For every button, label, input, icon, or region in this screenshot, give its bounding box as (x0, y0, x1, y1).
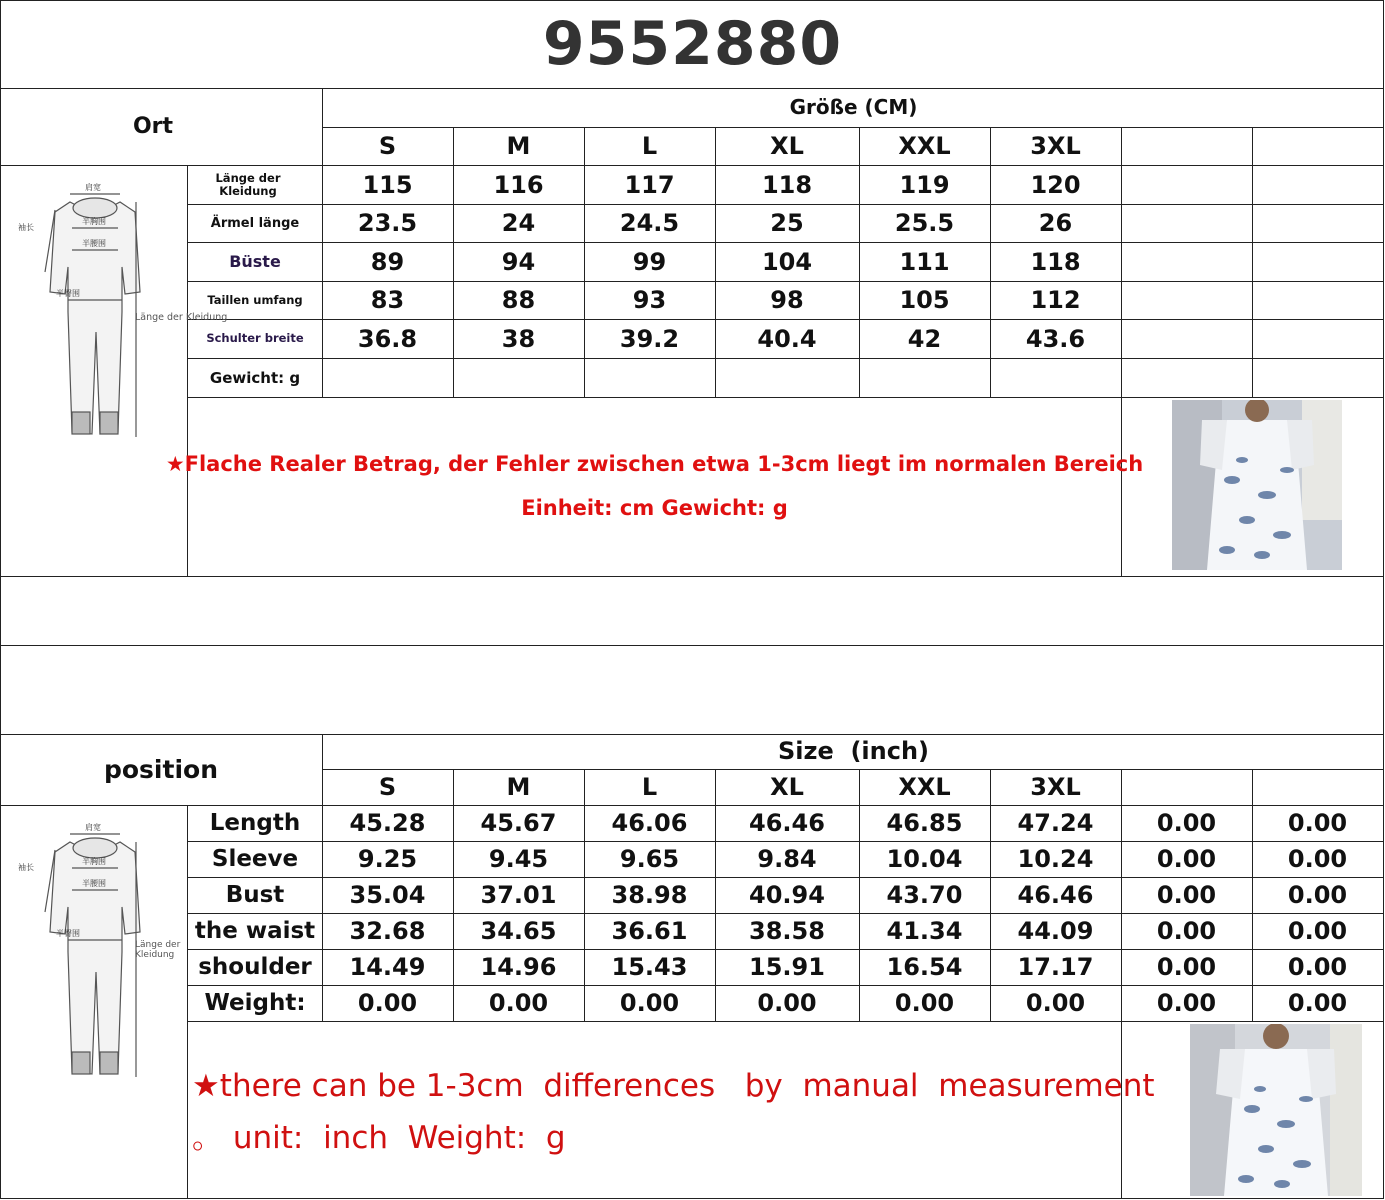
table-cell (1121, 358, 1252, 397)
table-cell (1121, 204, 1252, 242)
table-cell: 25 (770, 209, 804, 237)
table-cell: 46.06 (611, 809, 688, 837)
size-col-header (1121, 127, 1252, 165)
row-label: the waist (194, 918, 316, 944)
size-col-header (1121, 769, 1252, 805)
size-col-header: 3XL (1030, 132, 1081, 160)
grid-line (1121, 397, 1122, 576)
table-cell (715, 358, 859, 397)
note-line1-en: ★there can be 1-3cm differences by manual measurement (192, 1068, 1155, 1104)
row-label: Length (209, 810, 301, 836)
grid-line (1121, 1021, 1122, 1198)
table-cell (584, 358, 715, 397)
table-cell: 0.00 (1156, 845, 1217, 873)
table-cell (1252, 242, 1383, 281)
table-cell: 24.5 (619, 209, 680, 237)
table-cell: 14.49 (349, 953, 426, 981)
size-col-header (1252, 769, 1383, 805)
table-cell: 0.00 (1287, 917, 1348, 945)
row-label: Ärmel länge (210, 215, 300, 231)
table-cell: 0.00 (894, 989, 955, 1017)
table-cell: 9.25 (357, 845, 418, 873)
table-cell: 119 (899, 170, 950, 199)
table-cell: 34.65 (480, 917, 557, 945)
table-cell (1252, 165, 1383, 204)
table-cell: 115 (362, 170, 413, 199)
table-cell: 15.43 (611, 953, 688, 981)
table-cell: 44.09 (1017, 917, 1094, 945)
table-cell (1252, 281, 1383, 319)
size-col-header: 3XL (1030, 773, 1081, 801)
table-cell (990, 358, 1121, 397)
grid-line (0, 0, 1, 1199)
table-cell: 10.04 (886, 845, 963, 873)
product-photo (1190, 1024, 1362, 1196)
size-header-en: Size (inch) (777, 737, 930, 765)
table-cell: 40.4 (757, 324, 817, 353)
table-cell: 0.00 (1287, 809, 1348, 837)
product-code: 9552880 (542, 9, 843, 79)
table-cell: 24 (501, 209, 536, 237)
table-cell (453, 358, 584, 397)
table-cell: 43.70 (886, 881, 963, 909)
table-cell: 36.61 (611, 917, 688, 945)
table-cell: 26 (1038, 209, 1073, 237)
table-cell: 111 (899, 247, 950, 276)
table-cell: 0.00 (357, 989, 418, 1017)
table-cell: 43.6 (1025, 324, 1086, 353)
grid-line (0, 576, 1383, 577)
row-label: Sleeve (211, 846, 299, 872)
table-cell: 0.00 (1287, 845, 1348, 873)
table-cell: 0.00 (1156, 953, 1217, 981)
size-col-header: S (378, 132, 397, 160)
table-cell (1252, 319, 1383, 358)
row-label: Bust (225, 882, 285, 908)
table-cell: 38.58 (749, 917, 825, 945)
table-cell: 41.34 (886, 917, 963, 945)
table-cell: 112 (1030, 286, 1081, 314)
table-cell: 46.46 (749, 809, 825, 837)
grid-line (1383, 0, 1384, 1199)
table-cell (1121, 281, 1252, 319)
place-label-en: position (103, 754, 218, 784)
figure-annotation: 肩宽 (85, 823, 101, 832)
product-photo (1172, 400, 1342, 570)
size-col-header: M (506, 132, 531, 160)
figure-annotation: 半胸围 (82, 217, 106, 226)
figure-length-label-de: Länge der Kleidung (135, 312, 228, 323)
size-col-header (1252, 127, 1383, 165)
table-cell: 0.00 (488, 989, 549, 1017)
table-cell: 0.00 (1287, 989, 1348, 1017)
table-cell: 9.65 (619, 845, 680, 873)
figure-annotation: 袖长 (18, 863, 34, 872)
table-cell (1121, 165, 1252, 204)
garment-measurement-figure (10, 172, 180, 442)
table-cell: 47.24 (1017, 809, 1094, 837)
grid-line (0, 1198, 1383, 1199)
row-label: Taillen umfang (207, 292, 303, 307)
table-cell: 38 (501, 324, 536, 353)
table-cell: 23.5 (357, 209, 418, 237)
table-cell: 83 (370, 286, 405, 314)
note-line2-de: Einheit: cm Gewicht: g (521, 496, 788, 520)
table-cell: 39.2 (619, 324, 680, 353)
table-cell: 99 (632, 247, 667, 276)
table-cell: 0.00 (619, 989, 680, 1017)
table-cell: 118 (761, 170, 813, 199)
table-cell: 0.00 (1156, 917, 1217, 945)
row-label: Schulter breite (206, 331, 304, 345)
table-cell: 0.00 (1287, 881, 1348, 909)
figure-length-label-en: Länge der Kleidung (135, 940, 181, 960)
table-cell: 0.00 (1156, 989, 1217, 1017)
figure-annotation: 半腰围 (82, 879, 106, 888)
table-cell: 36.8 (357, 324, 418, 353)
size-col-header: L (641, 773, 658, 801)
table-cell: 32.68 (349, 917, 426, 945)
grid-line (187, 1021, 1383, 1022)
table-cell: 118 (1030, 247, 1081, 276)
table-cell: 45.28 (349, 809, 426, 837)
table-cell (1121, 242, 1252, 281)
figure-annotation: 半腰围 (82, 239, 106, 248)
table-cell: 0.00 (757, 989, 817, 1017)
grid-line (187, 397, 1383, 398)
table-cell: 35.04 (349, 881, 426, 909)
figure-annotation: 半胸围 (82, 857, 106, 866)
table-cell (1252, 358, 1383, 397)
table-cell: 25.5 (894, 209, 955, 237)
table-cell (859, 358, 990, 397)
table-cell: 15.91 (749, 953, 825, 981)
table-cell (322, 358, 453, 397)
table-cell: 89 (370, 247, 405, 276)
table-cell: 16.54 (886, 953, 963, 981)
table-cell: 105 (899, 286, 950, 314)
table-cell: 98 (770, 286, 804, 314)
table-cell: 45.67 (480, 809, 557, 837)
row-label: shoulder (198, 954, 312, 980)
size-col-header: XXL (898, 132, 951, 160)
table-cell: 46.46 (1017, 881, 1094, 909)
table-cell: 9.84 (757, 845, 817, 873)
place-label-de: Ort (132, 113, 174, 139)
table-cell: 88 (501, 286, 536, 314)
table-cell: 14.96 (480, 953, 557, 981)
table-cell: 94 (501, 247, 536, 276)
grid-line (0, 645, 1383, 646)
table-cell: 0.00 (1156, 881, 1217, 909)
table-cell: 40.94 (749, 881, 825, 909)
table-cell (1252, 204, 1383, 242)
table-cell: 42 (907, 324, 942, 353)
figure-annotation: 半臀围 (56, 289, 80, 298)
table-cell: 10.24 (1017, 845, 1094, 873)
row-label: Gewicht: g (209, 368, 301, 387)
figure-annotation: 肩宽 (85, 183, 101, 192)
table-cell (1121, 319, 1252, 358)
table-cell: 117 (624, 170, 675, 199)
table-cell: 0.00 (1156, 809, 1217, 837)
figure-annotation: 袖长 (18, 223, 34, 232)
size-col-header: XL (770, 132, 804, 160)
figure-annotation: 半臀围 (56, 929, 80, 938)
size-header-de: Größe (CM) (789, 95, 918, 119)
row-label: Weight: (204, 990, 306, 1016)
size-col-header: S (378, 773, 397, 801)
row-label: Länge der Kleidung (215, 170, 281, 198)
table-cell: 0.00 (1025, 989, 1086, 1017)
table-cell: 38.98 (611, 881, 688, 909)
table-cell: 116 (493, 170, 544, 199)
table-cell: 104 (761, 247, 813, 276)
table-cell: 46.85 (886, 809, 963, 837)
note-line1-de: ★Flache Realer Betrag, der Fehler zwischen etwa 1-3cm liegt im normalen Bereich (165, 452, 1144, 476)
size-col-header: XXL (898, 773, 951, 801)
table-cell: 17.17 (1017, 953, 1094, 981)
note-line2-en: 。 unit: inch Weight: g (192, 1120, 566, 1156)
table-cell: 9.45 (488, 845, 549, 873)
table-cell: 37.01 (480, 881, 557, 909)
row-label: Büste (229, 252, 281, 271)
size-col-header: M (506, 773, 531, 801)
table-cell: 93 (632, 286, 667, 314)
table-cell: 0.00 (1287, 953, 1348, 981)
size-col-header: L (641, 132, 658, 160)
table-cell: 120 (1030, 170, 1081, 199)
size-col-header: XL (770, 773, 804, 801)
